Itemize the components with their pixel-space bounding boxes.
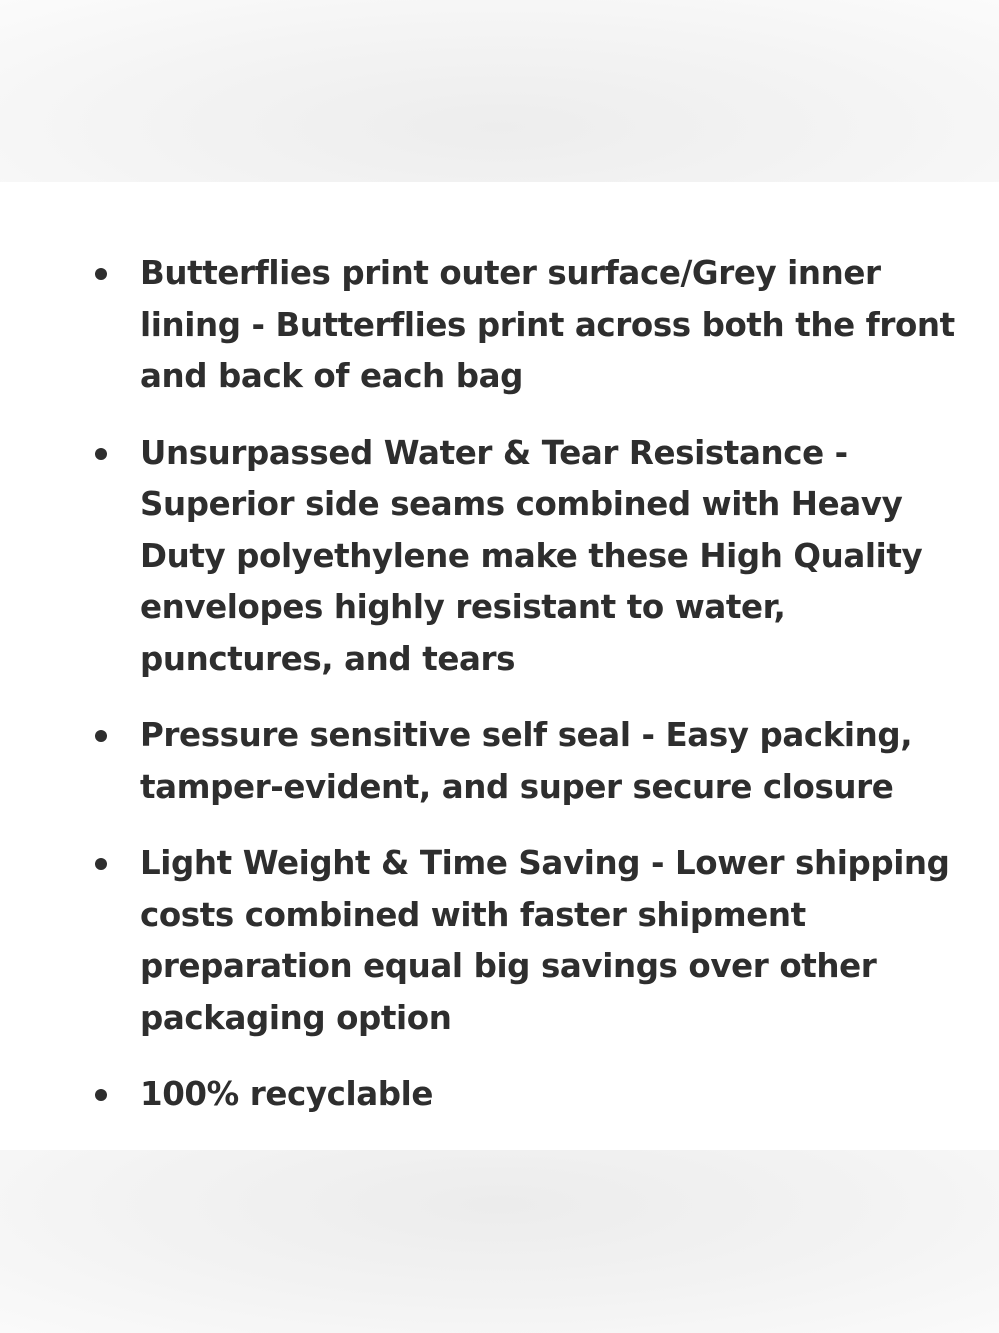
bullet-icon [95, 858, 107, 870]
feature-line: punctures, and tears [140, 639, 516, 678]
feature-line: Duty polyethylene make these High Quality [140, 536, 923, 575]
feature-line: packaging option [140, 998, 452, 1037]
feature-item-recyclable [0, 1069, 999, 1121]
feature-line: envelopes highly resistant to water, [140, 588, 786, 626]
feature-line: Butterflies print outer surface/Grey inner [140, 254, 881, 292]
feature-line: 100% recyclable [140, 1075, 434, 1113]
feature-card [0, 182, 999, 1150]
feature-line: Unsurpassed Water & Tear Resistance - [140, 433, 848, 472]
feature-line: Pressure sensitive self seal - Easy packing, [140, 716, 913, 754]
top-background-band [0, 0, 999, 182]
bullet-icon [95, 448, 107, 460]
feature-item-water-tear-resistance [0, 428, 999, 686]
feature-item-light-weight [0, 838, 999, 1044]
feature-line: lining - Butterflies print across both the front [140, 305, 955, 344]
bullet-icon [95, 268, 107, 280]
feature-item-self-seal [0, 710, 999, 813]
feature-item-butterflies-print [0, 248, 999, 403]
bottom-background-band [0, 1150, 999, 1333]
feature-line: Superior side seams combined with Heavy [140, 485, 903, 523]
feature-list [0, 248, 999, 1146]
feature-line: costs combined with faster shipment [140, 895, 806, 934]
feature-line: tamper-evident, and super secure closure [140, 767, 894, 806]
bullet-icon [95, 730, 107, 742]
feature-line: and back of each bag [140, 357, 523, 395]
feature-line: Light Weight & Time Saving - Lower shipping [140, 844, 950, 882]
feature-line: preparation equal big savings over other [140, 947, 877, 985]
bullet-icon [95, 1089, 107, 1101]
